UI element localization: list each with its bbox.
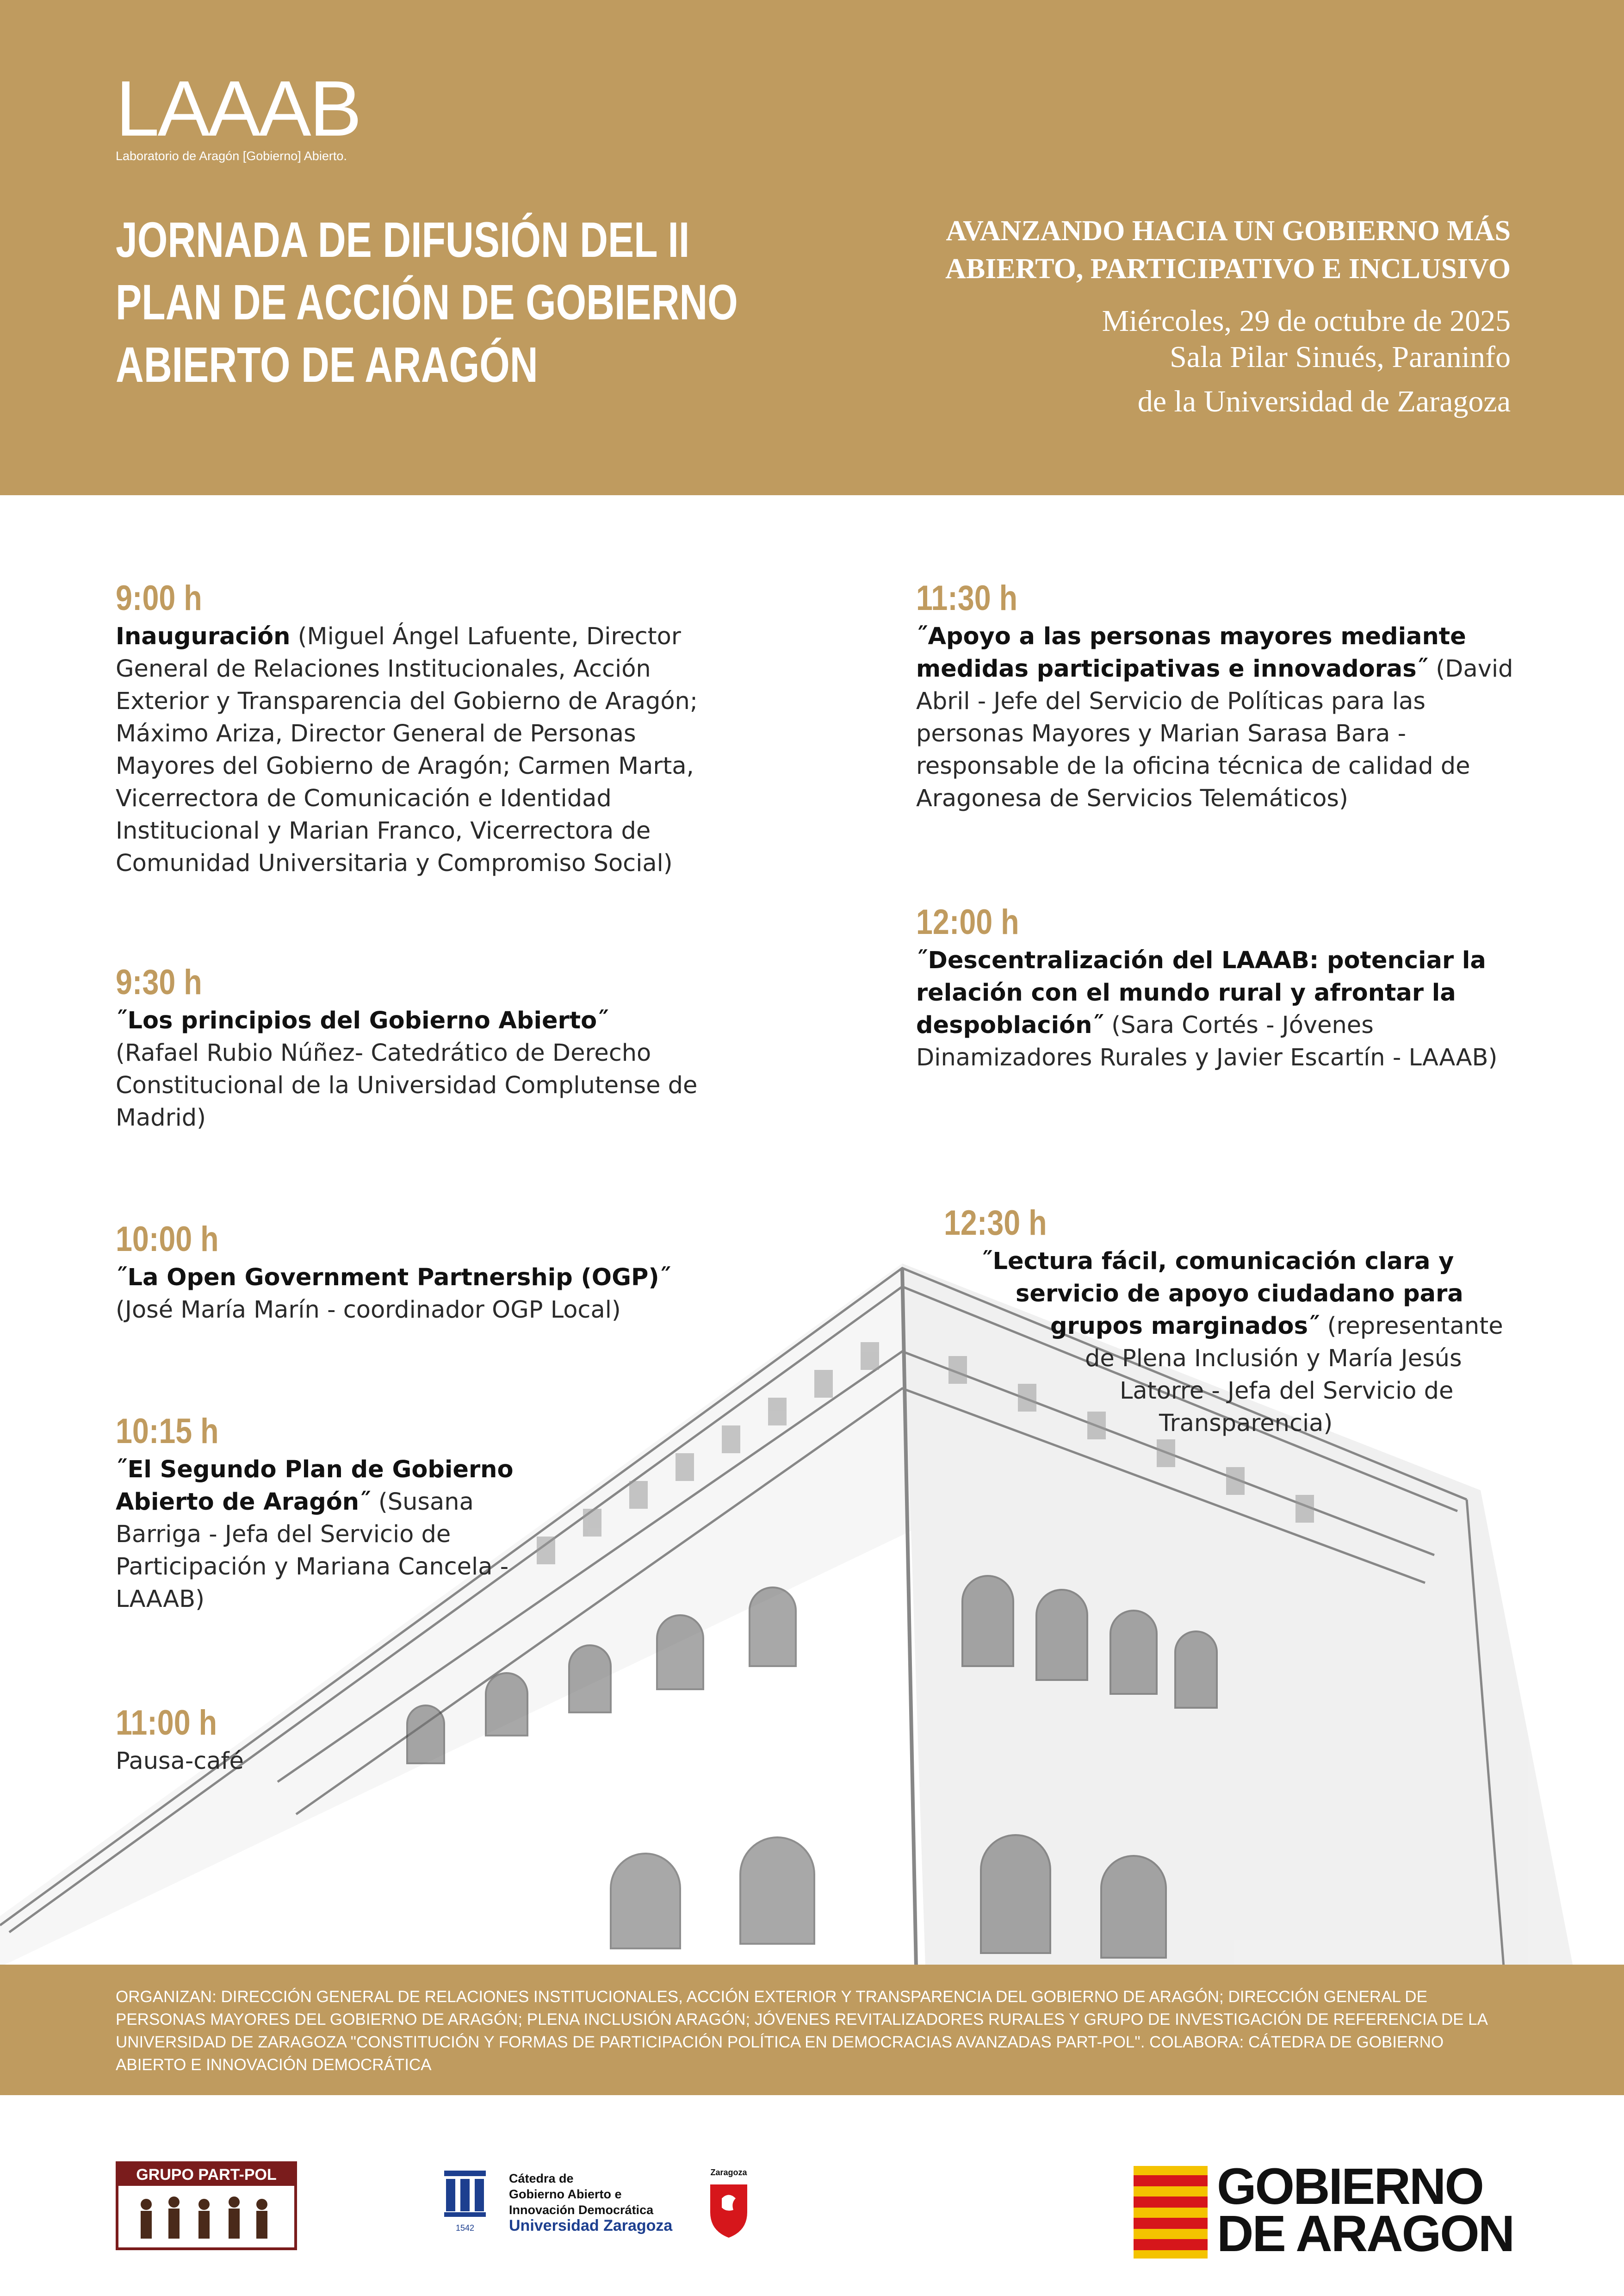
zaragoza-label: Zaragoza xyxy=(710,2168,747,2177)
subtitle-line: ABIERTO, PARTICIPATIVO E INCLUSIVO xyxy=(945,253,1511,285)
logo-subtitle: Laboratorio de Aragón [Gobierno] Abierto. xyxy=(116,149,347,163)
program-title: ˝La Open Government Partnership (OGP)˝ xyxy=(116,1264,671,1291)
program-detail-line: Latorre - Jefa del Servicio de xyxy=(1120,1377,1454,1405)
partpol-title: GRUPO PART-POL xyxy=(118,2164,294,2186)
program-time: 10:00 h xyxy=(116,1220,219,1259)
program-detail: (José María Marín - coordinador OGP Local) xyxy=(116,1296,621,1324)
program-detail: (Miguel Ángel Lafuente, Director General de Relaciones Institucionales, Acción Exterior y Transparencia del Gobierno de Aragón; Máximo Ariza, Director General de Personas Mayores del Gobierno de Aragón; Carmen Marta, Vicerrectora de Comunicación e Identidad Institucional y Marian Franco, Vicerrectora de Comunidad Universitaria y Compromiso Social) xyxy=(116,623,698,877)
program-item xyxy=(116,1409,523,1616)
gobierno-line: DE ARAGON xyxy=(1217,2205,1514,2262)
program-title: ˝Los principios del Gobierno Abierto˝ xyxy=(116,1007,609,1034)
subtitle-line: AVANZANDO HACIA UN GOBIERNO MÁS xyxy=(946,215,1511,247)
program-detail: (David Abril - Jefe del Servicio de Políticas para las personas Mayores y Marian Sarasa Bara - responsable de la oficina técnica de calidad de Aragonesa de Servicios Telemáticos) xyxy=(916,655,1513,812)
event-date: Miércoles, 29 de octubre de 2025 xyxy=(1102,304,1511,338)
program-time: 9:00 h xyxy=(116,579,202,618)
catedra-line: Gobierno Abierto e xyxy=(509,2187,622,2201)
program-detail: (Rafael Rubio Núñez- Catedrático de Derecho Constitucional de la Universidad Complutense de Madrid) xyxy=(116,1039,698,1132)
title-line: JORNADA DE DIFUSIÓN DEL II xyxy=(116,212,690,268)
logo-mark: LAAAB xyxy=(116,65,360,153)
program-item xyxy=(916,576,1518,815)
program-title-line: servicio de apoyo ciudadano para xyxy=(1016,1280,1463,1307)
program-title-line: ˝Lectura fácil, comunicación clara y xyxy=(981,1248,1454,1275)
people-silhouette-icon xyxy=(118,2186,289,2244)
program-title: ˝Apoyo a las personas mayores mediante medidas participativas e innovadoras˝ xyxy=(916,623,1466,683)
program-detail-line: (representante xyxy=(1320,1313,1503,1340)
program-time: 10:15 h xyxy=(116,1412,219,1451)
university-year: 1542 xyxy=(455,2223,475,2233)
gobierno-aragon-text xyxy=(1217,2158,1514,2262)
program-detail-line: Transparencia) xyxy=(1159,1410,1333,1437)
catedra-line: Innovación Democrática xyxy=(509,2203,654,2217)
program-time: 11:00 h xyxy=(116,1703,217,1742)
title-line: ABIERTO DE ARAGÓN xyxy=(116,336,538,392)
partpol-logo xyxy=(116,2161,297,2250)
program-detail-line: de Plena Inclusión y María Jesús xyxy=(1085,1345,1462,1372)
catedra-line: Cátedra de xyxy=(509,2172,574,2185)
gobierno-aragon-logo xyxy=(1134,2158,1514,2262)
university-crest-icon xyxy=(440,2166,490,2235)
laaab-logo xyxy=(116,65,360,163)
program-item xyxy=(916,900,1518,1074)
catedra-text xyxy=(509,2171,672,2234)
program-title: Inauguración xyxy=(116,623,291,650)
catedra-univ-logo xyxy=(440,2166,673,2237)
event-venue-line: Sala Pilar Sinués, Paraninfo xyxy=(1170,340,1511,374)
program-detail: (Susana Barriga - Jefa del Servicio de Participación y Mariana Cancela - LAAAB) xyxy=(116,1488,509,1613)
event-title xyxy=(116,208,738,396)
program-title: ˝El Segundo Plan de Gobierno Abierto de Aragón˝ xyxy=(116,1456,514,1516)
program-line xyxy=(944,1310,1545,1343)
program-item xyxy=(116,576,722,880)
zaragoza-city-logo xyxy=(703,2166,754,2240)
organizers-text: ORGANIZAN: DIRECCIÓN GENERAL DE RELACIONES INSTITUCIONALES, ACCIÓN EXTERIOR Y TRANSPARENCIA DEL GOBIERNO DE ARAGÓN; DIRECCIÓN GENERAL DE PERSONAS MAYORES DEL GOBIERNO DE ARAGÓN; PLENA INCLUSIÓN ARAGÓN; JÓVENES REVITALIZADORES RURALES Y GRUPO DE INVESTIGACIÓN DE REFERENCIA DE LA UNIVERSIDAD DE ZARAGOZA "CONSTITUCIÓN Y FORMAS DE PARTICIPACIÓN POLÍTICA EN DEMOCRACIAS AVANZADAS PART-POL". COLABORA: CÁTEDRA DE GOBIERNO ABIERTO E INNOVACIÓN DEMOCRÁTICA xyxy=(116,1988,1488,2074)
program-time: 12:00 h xyxy=(916,902,1019,942)
gobierno-line: GOBIERNO xyxy=(1217,2158,1483,2215)
title-line: PLAN DE ACCIÓN DE GOBIERNO xyxy=(116,274,738,330)
header-band xyxy=(0,0,1624,495)
program-time: 9:30 h xyxy=(116,963,202,1002)
program-time: 12:30 h xyxy=(944,1203,1047,1243)
event-subtitle xyxy=(945,212,1511,288)
program-time: 11:30 h xyxy=(916,579,1018,618)
program-title-line: grupos marginados˝ xyxy=(1050,1313,1320,1340)
program-title: ˝Descentralización del LAAAB: potenciar la relación con el mundo rural y afrontar la despoblación˝ xyxy=(916,947,1486,1039)
event-info xyxy=(1102,303,1511,420)
aragon-flag-icon xyxy=(1134,2166,1208,2259)
program-detail: Pausa-café xyxy=(116,1748,244,1775)
program-detail: (Sara Cortés - Jóvenes Dinamizadores Rurales y Javier Escartín - LAAAB) xyxy=(916,1012,1498,1071)
university-name: Universidad Zaragoza xyxy=(509,2217,673,2234)
event-venue-line: de la Universidad de Zaragoza xyxy=(1137,385,1511,418)
logo-strip xyxy=(0,2110,1624,2296)
program-item xyxy=(944,1201,1545,1440)
program-item xyxy=(116,960,717,1134)
program-item xyxy=(116,1217,763,1326)
program-item xyxy=(116,1701,486,1778)
